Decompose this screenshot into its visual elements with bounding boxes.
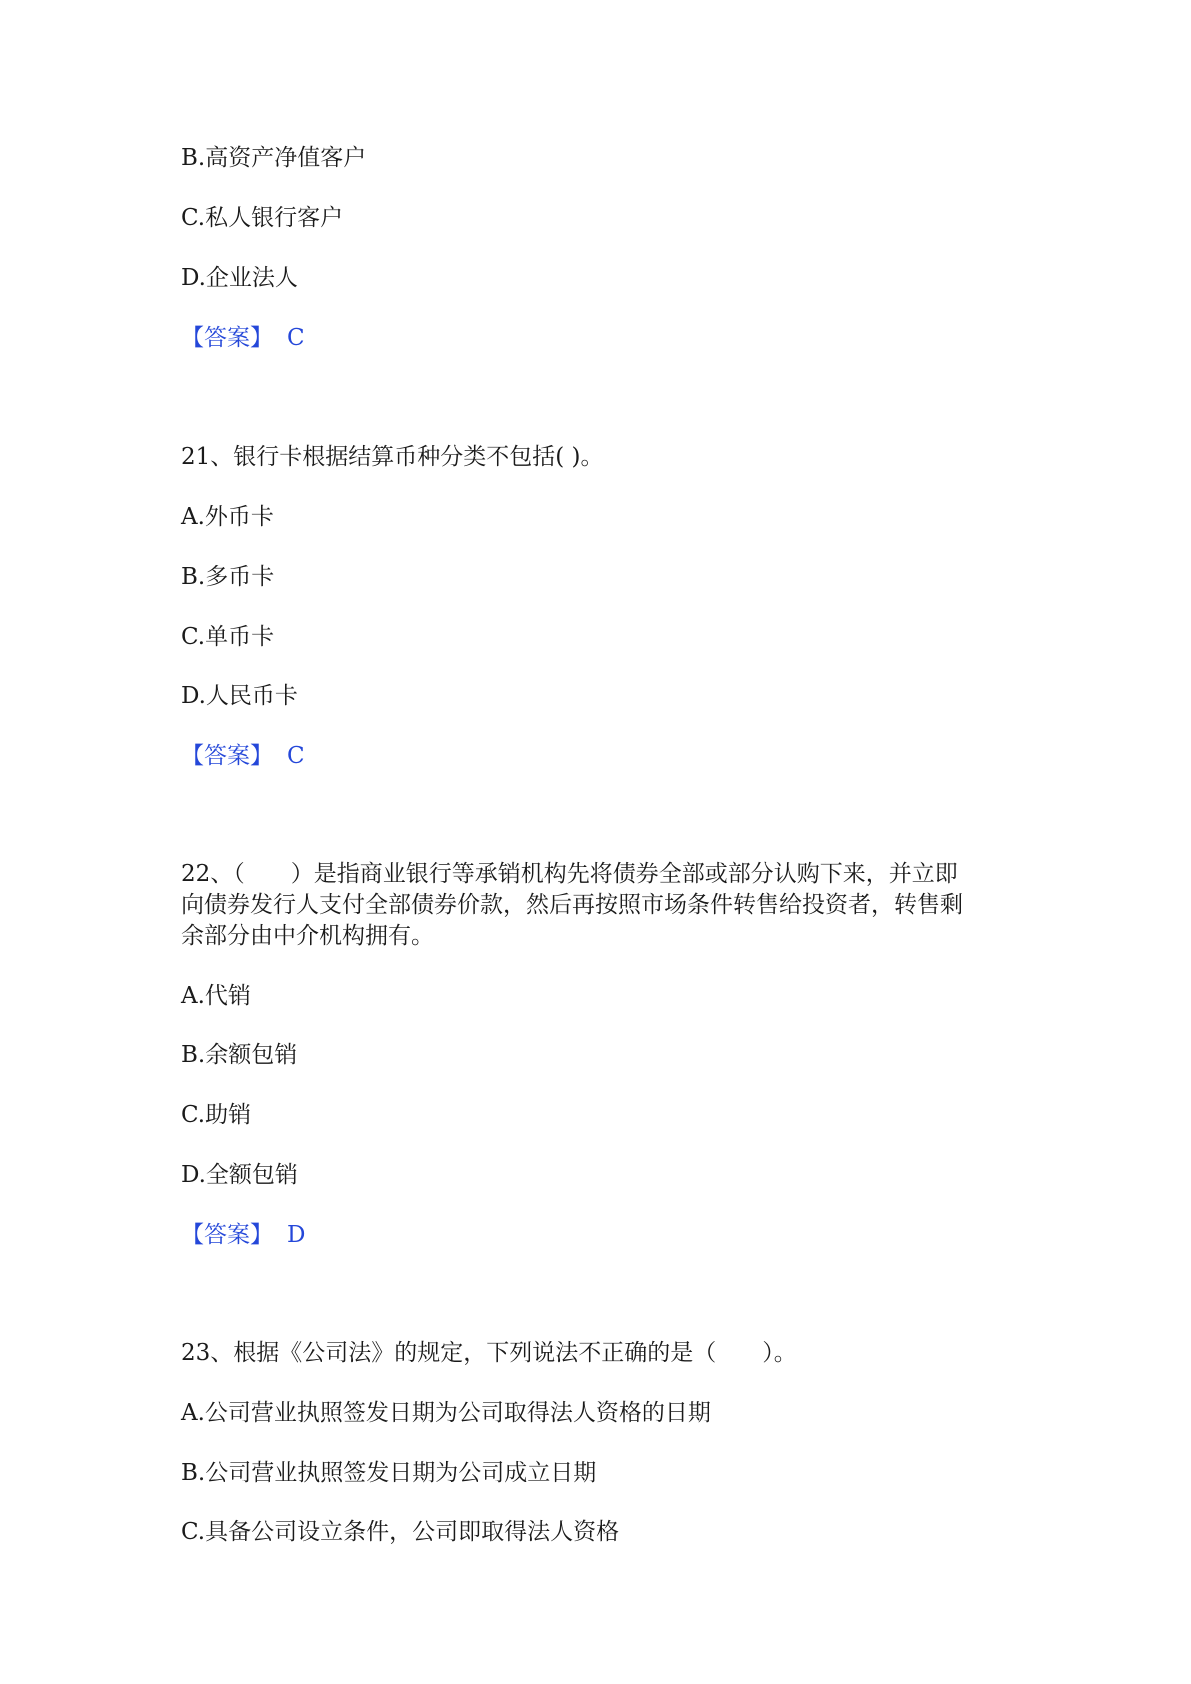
q21-option-c: C.单币卡 xyxy=(181,624,275,650)
prev-option-d: D.企业法人 xyxy=(181,265,298,291)
q23-option-c: C.具备公司设立条件，公司即取得法人资格 xyxy=(181,1519,620,1545)
answer-label: 【答案】 xyxy=(181,743,273,769)
q21-option-a: A.外币卡 xyxy=(181,504,274,530)
q23-option-b: B.公司营业执照签发日期为公司成立日期 xyxy=(181,1460,597,1486)
prev-option-b: B.高资产净值客户 xyxy=(181,145,367,171)
q22-option-c: C.助销 xyxy=(181,1102,252,1128)
q22-stem-line-2: 向债券发行人支付全部债券价款，然后再按照市场条件转售给投资者，转售剩 xyxy=(181,892,963,918)
q21-answer xyxy=(181,740,305,772)
q23-stem: 23、根据《公司法》的规定，下列说法不正确的是（ ）。 xyxy=(181,1340,797,1366)
q22-answer xyxy=(181,1219,305,1251)
prev-option-c: C.私人银行客户 xyxy=(181,205,344,231)
answer-value: D xyxy=(287,1222,306,1248)
q22-option-a: A.代销 xyxy=(181,983,251,1009)
q21-option-d: D.人民币卡 xyxy=(181,683,298,709)
q22-stem-line-1: 22、（ ）是指商业银行等承销机构先将债券全部或部分认购下来，并立即 xyxy=(181,861,958,887)
q22-stem-line-3: 余部分由中介机构拥有。 xyxy=(181,923,434,949)
q21-stem: 21、银行卡根据结算币种分类不包括( )。 xyxy=(181,444,604,470)
answer-value: C xyxy=(287,743,305,769)
q22-option-d: D.全额包销 xyxy=(181,1162,298,1188)
q21-option-b: B.多币卡 xyxy=(181,564,275,590)
q22-option-b: B.余额包销 xyxy=(181,1042,298,1068)
answer-label: 【答案】 xyxy=(181,325,273,351)
answer-label: 【答案】 xyxy=(181,1222,273,1248)
answer-value: C xyxy=(287,325,305,351)
q23-option-a: A.公司营业执照签发日期为公司取得法人资格的日期 xyxy=(181,1400,711,1426)
prev-answer xyxy=(181,322,305,354)
